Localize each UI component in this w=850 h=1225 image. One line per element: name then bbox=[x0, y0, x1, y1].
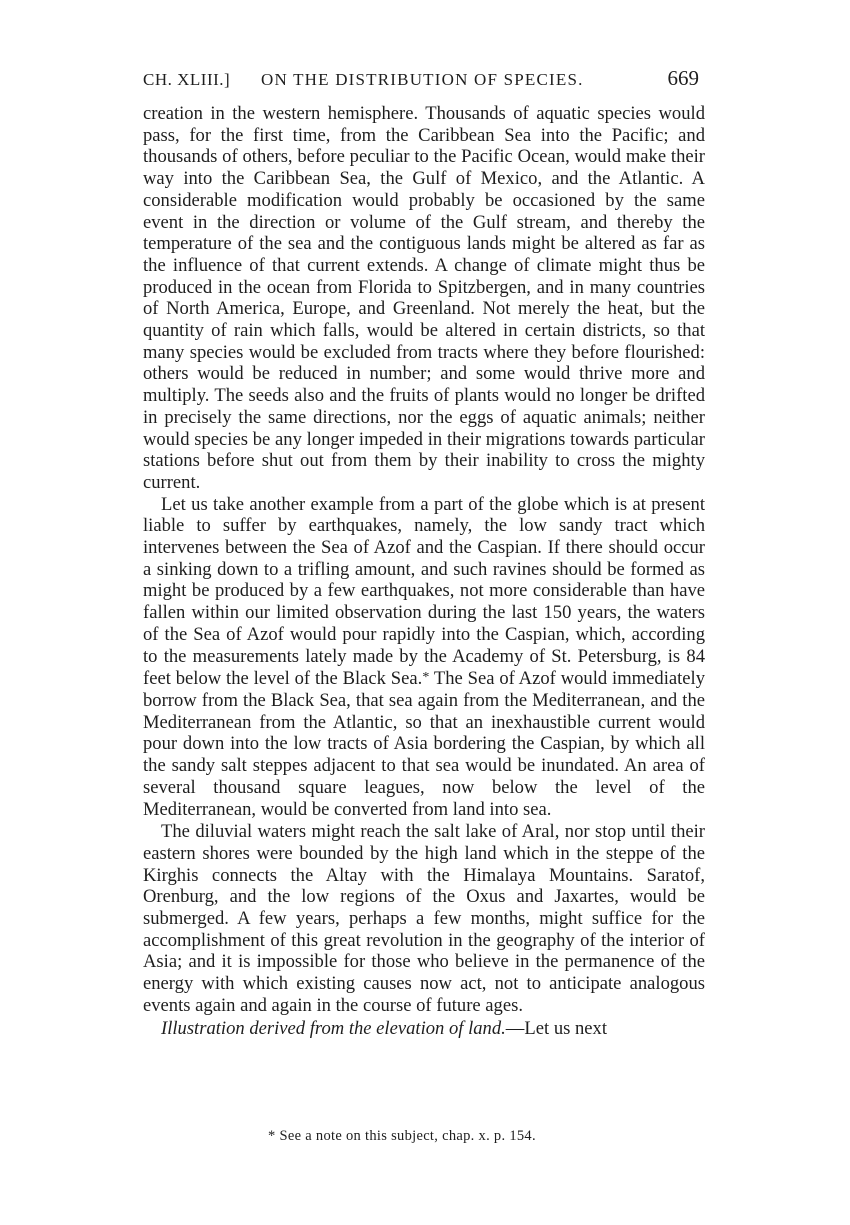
running-title: ON THE DISTRIBUTION OF SPECIES. bbox=[261, 70, 584, 89]
body-text bbox=[143, 103, 705, 1039]
paragraph-text: —Let us next bbox=[505, 1017, 608, 1039]
chapter-label: CH. XLIII.] bbox=[143, 70, 231, 89]
footnote: * See a note on this subject, chap. x. p. 154. bbox=[268, 1128, 536, 1144]
paragraph-continuation: creation in the western hemisphere. Thousands of aquatic species would pass, for the first time, from the Caribbean Sea into the Pacific; and thousands of others, before peculiar to the Pacific Ocean, would make their way into the Caribbean Sea, the Gulf of Mexico, and the Atlantic. A considerable modification would probably be occasioned by the same event in the direction or volume of the Gulf stream, and thereby the temperature of the sea and the contiguous lands might be altered as far as the influence of that current extends. A change of climate might thus be produced in the ocean from Florida to Spitzbergen, and in many countries of North America, Europe, and Greenland. Not merely the heat, but the quantity of rain which falls, would be altered in certain districts, so that many species would be excluded from tracts where they before flourished: others would be reduced in number; and some would thrive more and multiply. The seeds also and the fruits of plants would no longer be drifted in precisely the same directions, nor the eggs of aquatic animals; neither would species be any longer impeded in their migrations towards particular stations before shut out from them by their inability to cross the mighty current. bbox=[143, 103, 705, 493]
page-number: 669 bbox=[667, 66, 699, 90]
section-title: Illustration derived from the elevation of land. bbox=[161, 1017, 506, 1039]
footnote-reference: * bbox=[422, 670, 430, 686]
running-header bbox=[143, 66, 703, 96]
paragraph-text: The Sea of Azof would immediately borrow from the Black Sea, that sea again from the Mediterranean, and the Mediterranean from the Atlantic, so that an inexhaustible current would pour down into the low tracts of Asia bordering the Caspian, by which all the sandy salt steppes adjacent to that sea would be inundated. An area of several thousand square leagues, now below the level of the Mediterranean, would be converted from land into sea. bbox=[143, 668, 705, 820]
paragraph-azof-example bbox=[143, 494, 705, 821]
paragraph-diluvial-waters: The diluvial waters might reach the salt lake of Aral, nor stop until their eastern shores were bounded by the high land which in the steppe of the Kirghis connects the Altay with the Himalaya Mountains. Saratof, Orenburg, and the low regions of the Oxus and Jaxartes, would be submerged. A few years, perhaps a few months, might suffice for the accomplishment of this great revolution in the geography of the interior of Asia; and it is impossible for those who believe in the permanence of the energy with which existing causes now act, not to anticipate analogous events again and again in the course of future ages. bbox=[143, 821, 705, 1016]
paragraph-section-start bbox=[143, 1018, 705, 1040]
paragraph-text: Let us take another example from a part of the globe which is at present liable to suffer by earthquakes, namely, the low sandy tract which intervenes between the Sea of Azof and the Caspian. If there should occur a sinking down to a trifling amount, and such ravines should be formed as might be produced by a few earthquakes, not more considerable than have fallen within our limited observation during the last 150 years, the waters of the Sea of Azof would pour rapidly into the Caspian, which, according to the measurements lately made by the Academy of St. Petersburg, is 84 feet below the level of the Black Sea. bbox=[143, 493, 705, 690]
